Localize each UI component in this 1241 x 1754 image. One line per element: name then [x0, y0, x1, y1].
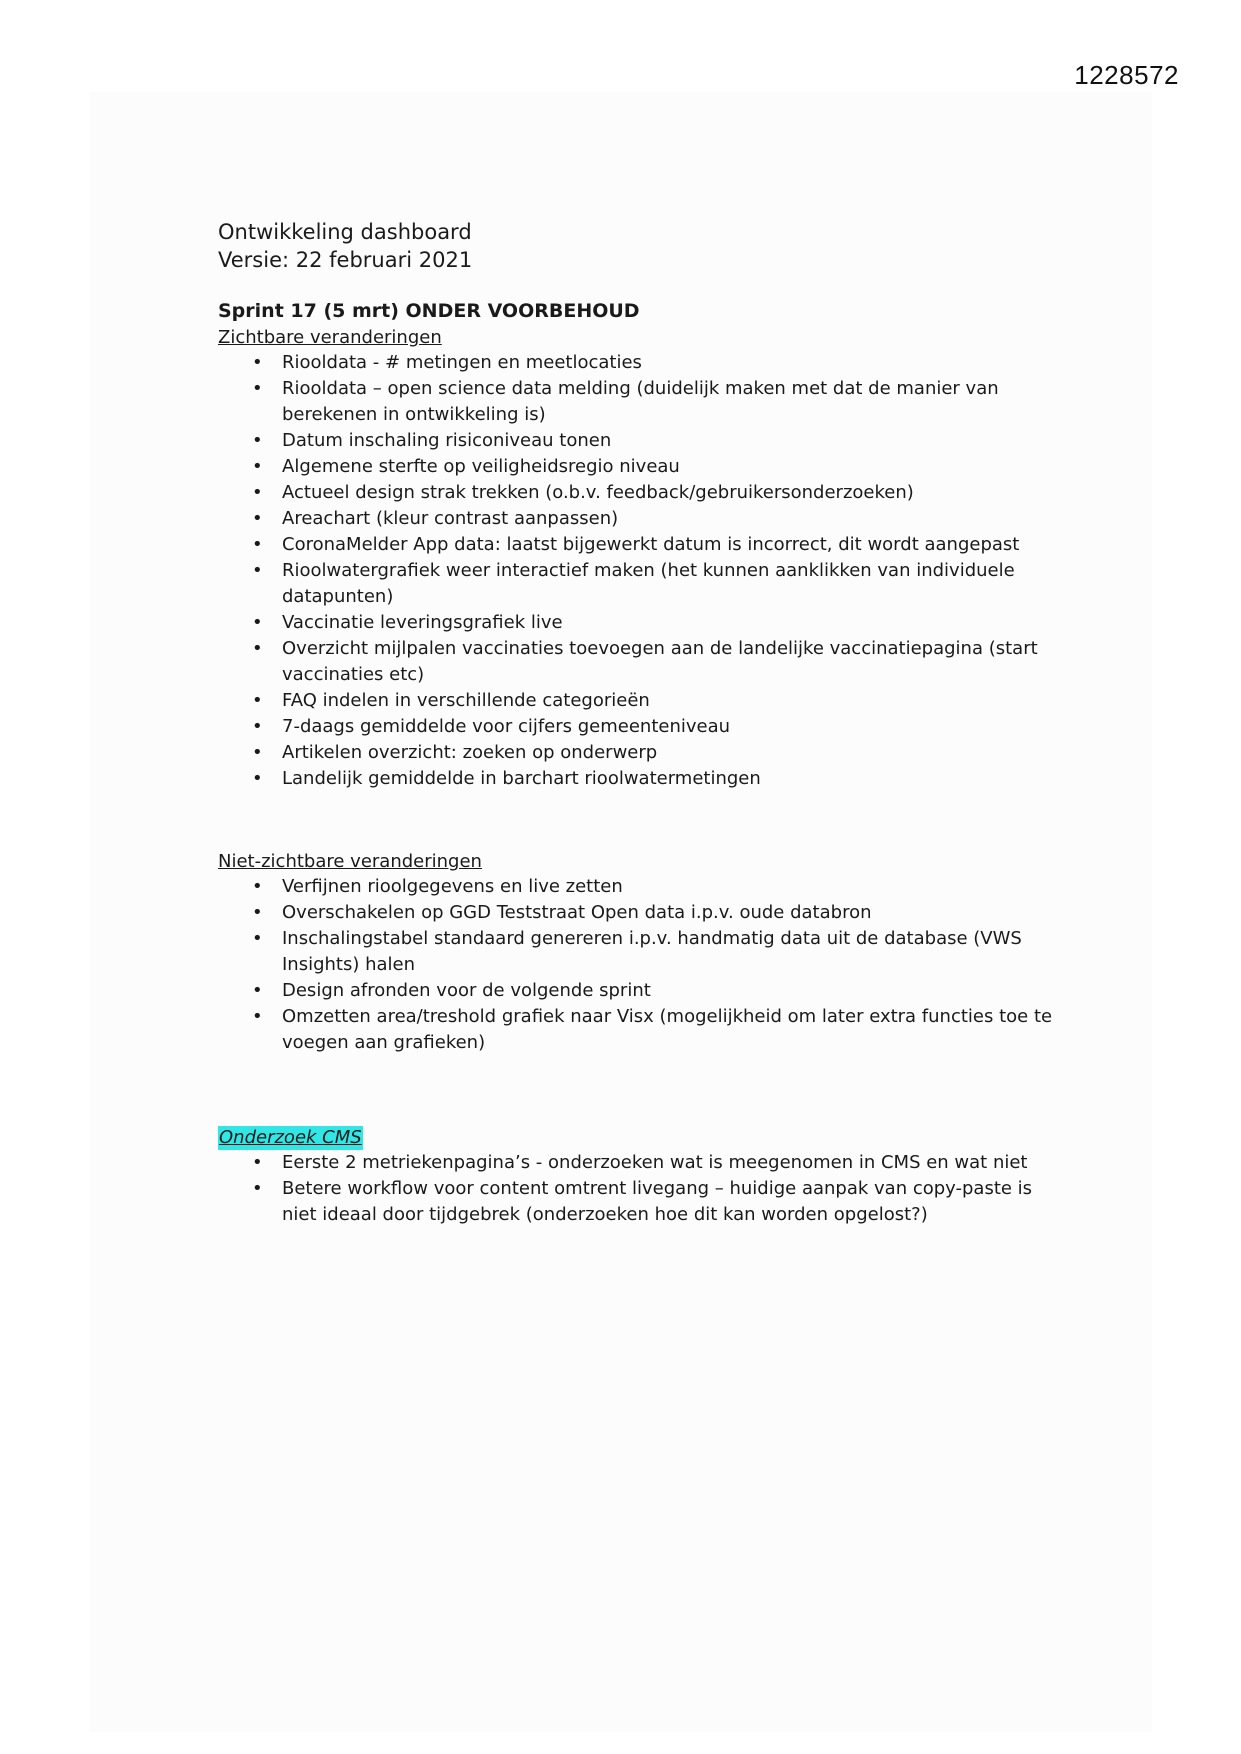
list-item: • Omzetten area/treshold grafiek naar Visx (mogelijkheid om later extra functies toe te voegen aan grafieken) — [282, 1004, 1058, 1056]
list-item: • Overschakelen op GGD Teststraat Open data i.p.v. oude databron — [282, 900, 1058, 926]
list-item: • Artikelen overzicht: zoeken op onderwerp — [282, 740, 1058, 766]
list-item: • 7-daags gemiddelde voor cijfers gemeenteniveau — [282, 714, 1058, 740]
list-item: • Landelijk gemiddelde in barchart rioolwatermetingen — [282, 766, 1058, 792]
document-title: Ontwikkeling dashboard — [218, 220, 472, 244]
list-item: • Overzicht mijlpalen vaccinaties toevoegen aan de landelijke vaccinatiepagina (start vaccinaties etc) — [282, 636, 1058, 688]
invisible-changes-label: Niet-zichtbare veranderingen — [218, 851, 482, 872]
invisible-changes-section — [218, 850, 1058, 1056]
document-id: 1228572 — [1074, 60, 1179, 90]
cms-research-label: Onderzoek CMS — [219, 1127, 362, 1148]
list-item: • Verfijnen rioolgegevens en live zetten — [282, 874, 1058, 900]
list-item: • Rioolwatergrafiek weer interactief maken (het kunnen aanklikken van individuele datapunten) — [282, 558, 1058, 610]
sprint-heading: Sprint 17 (5 mrt) ONDER VOORBEHOUD — [218, 300, 640, 322]
cms-research-list — [218, 1150, 1058, 1228]
list-item: • Areachart (kleur contrast aanpassen) — [282, 506, 1058, 532]
invisible-changes-list — [218, 874, 1058, 1056]
visible-changes-section — [218, 326, 1058, 792]
cms-research-section — [218, 1126, 1058, 1228]
list-item: • Inschalingstabel standaard genereren i.p.v. handmatig data uit de database (VWS Insights) halen — [282, 926, 1058, 978]
visible-changes-label: Zichtbare veranderingen — [218, 327, 442, 348]
list-item: • Betere workflow voor content omtrent livegang – huidige aanpak van copy-paste is niet ideaal door tijdgebrek (onderzoeken hoe dit kan worden opgelost?) — [282, 1176, 1058, 1228]
list-item: • Riooldata - # metingen en meetlocaties — [282, 350, 1058, 376]
list-item: • Eerste 2 metriekenpagina’s - onderzoeken wat is meegenomen in CMS en wat niet — [282, 1150, 1058, 1176]
list-item: • CoronaMelder App data: laatst bijgewerkt datum is incorrect, dit wordt aangepast — [282, 532, 1058, 558]
list-item: • Design afronden voor de volgende sprint — [282, 978, 1058, 1004]
list-item: • Riooldata – open science data melding (duidelijk maken met dat de manier van berekenen in ontwikkeling is) — [282, 376, 1058, 428]
list-item: • Algemene sterfte op veiligheidsregio niveau — [282, 454, 1058, 480]
list-item: • Actueel design strak trekken (o.b.v. feedback/gebruikersonderzoeken) — [282, 480, 1058, 506]
list-item: • Vaccinatie leveringsgrafiek live — [282, 610, 1058, 636]
document-version: Versie: 22 februari 2021 — [218, 248, 473, 272]
list-item: • Datum inschaling risiconiveau tonen — [282, 428, 1058, 454]
visible-changes-list — [218, 350, 1058, 792]
document-body — [218, 218, 1058, 1228]
list-item: • FAQ indelen in verschillende categorieën — [282, 688, 1058, 714]
